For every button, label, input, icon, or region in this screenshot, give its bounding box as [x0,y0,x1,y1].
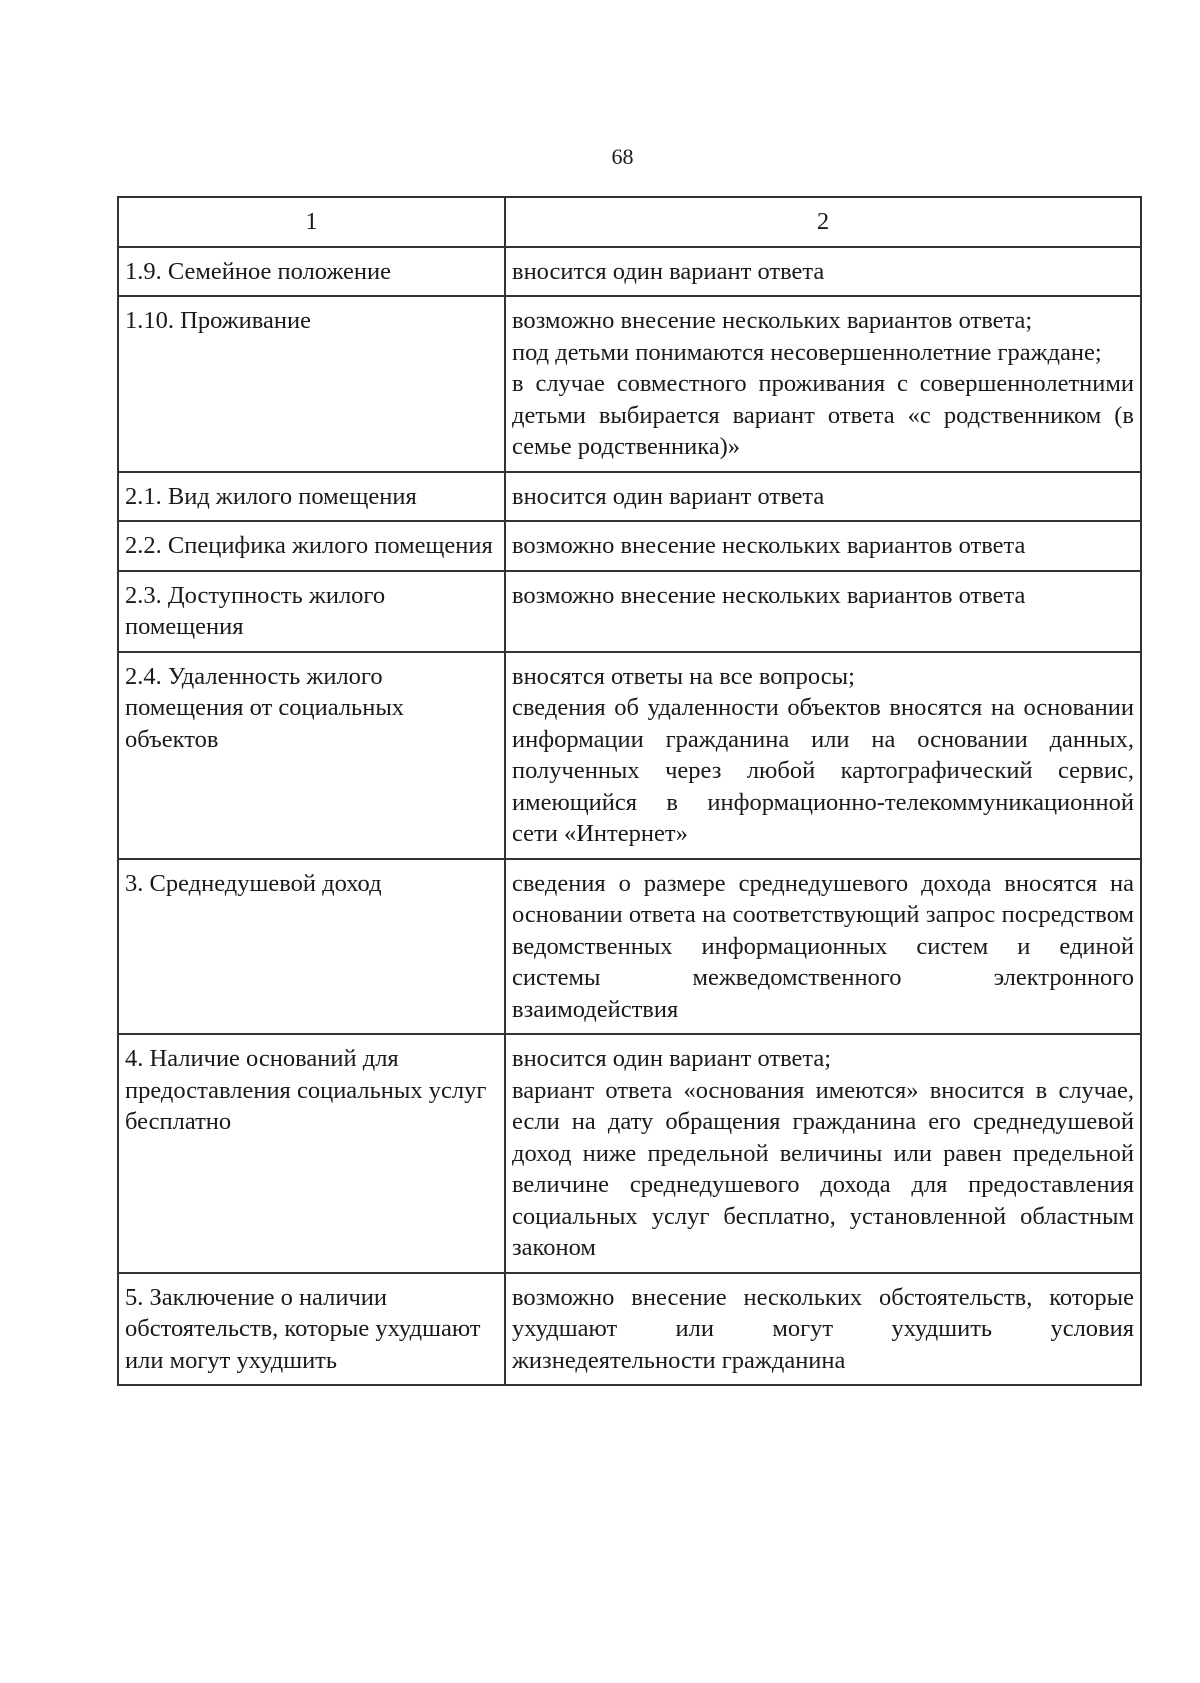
description-line: возможно внесение нескольких вариантов ответа [512,581,1026,609]
table-row [118,247,1141,297]
row-description [505,1034,1141,1273]
description-line: возможно внесение нескольких обстоятельств, которые ухудшают или могут ухудшить условия жизнедеятельности гражданина [512,1283,1134,1374]
row-label: 5. Заключение о наличии обстоятельств, которые ухудшают или могут ухудшить [118,1273,505,1386]
row-label: 1.9. Семейное положение [118,247,505,297]
description-line: в случае совместного проживания с совершеннолетними детьми выбирается вариант ответа «с родственником (в семье родственника)» [512,370,1134,460]
table-row [118,652,1141,859]
description-line: сведения об удаленности объектов вносятся на основании информации гражданина или на основании данных, полученных через любой картографический сервис, имеющийся в информационно-телекоммуникационной сети «Интернет» [512,694,1134,847]
row-description [505,521,1141,571]
row-label: 3. Среднедушевой доход [118,859,505,1035]
row-description [505,247,1141,297]
description-line: вносится один вариант ответа [512,482,825,510]
row-label: 1.10. Проживание [118,296,505,472]
description-line: возможно внесение нескольких вариантов ответа; [512,307,1033,334]
row-description [505,571,1141,652]
row-description [505,472,1141,522]
column-header-2: 2 [505,197,1141,247]
description-line: вносятся ответы на все вопросы; [512,662,855,690]
row-label: 4. Наличие оснований для предоставления социальных услуг бесплатно [118,1034,505,1273]
table-header-row [118,197,1141,247]
description-line: вносится один вариант ответа; [512,1045,832,1072]
table-row [118,521,1141,571]
table-row [118,472,1141,522]
description-line: вносится один вариант ответа [512,257,825,285]
row-label: 2.1. Вид жилого помещения [118,472,505,522]
description-line: под детьми понимаются несовершеннолетние граждане; [512,338,1102,366]
row-label: 2.2. Специфика жилого помещения [118,521,505,571]
table-row [118,571,1141,652]
table-row [118,859,1141,1035]
row-label: 2.3. Доступность жилого помещения [118,571,505,652]
table-row [118,296,1141,472]
requirements-table [117,196,1142,1386]
row-description [505,859,1141,1035]
table-row [118,1273,1141,1386]
table-row [118,1034,1141,1273]
description-line: сведения о размере среднедушевого дохода вносятся на основании ответа на соответствующий запрос посредством ведомственных информационных систем и единой системы межведомственного электронного взаимодействия [512,869,1134,1023]
row-description [505,296,1141,472]
column-header-1: 1 [118,197,505,247]
row-description [505,1273,1141,1386]
description-line: возможно внесение нескольких вариантов ответа [512,532,1026,559]
row-label: 2.4. Удаленность жилого помещения от социальных объектов [118,652,505,859]
page-number: 68 [611,144,634,169]
description-line: вариант ответа «основания имеются» вносится в случае, если на дату обращения гражданина его среднедушевой доход ниже предельной величины или равен предельной величине среднедушевого дохода для предоставления социальных услуг бесплатно, установленной областным законом [512,1076,1134,1261]
row-description [505,652,1141,859]
